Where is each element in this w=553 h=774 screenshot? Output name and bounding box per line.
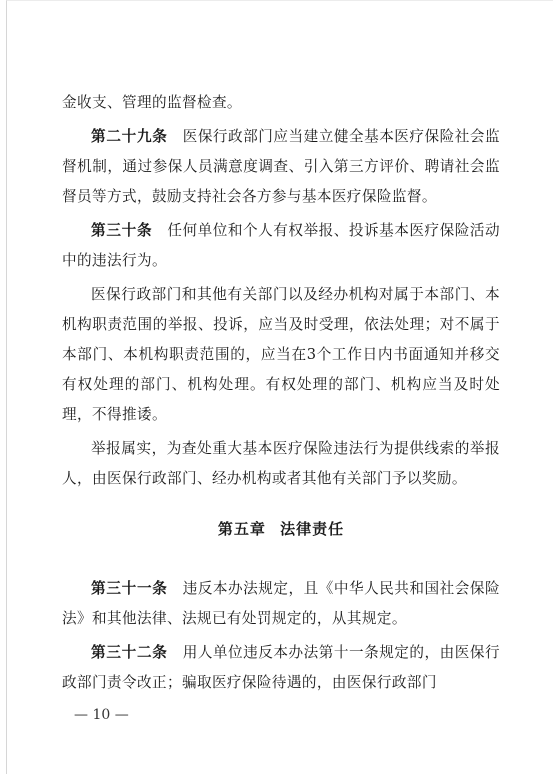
paragraph-text: 医保行政部门和其他有关部门以及经办机构对属于本部门、本机构职责范围的举报、投诉，应当及时受理，依法处理；对不属于本部门、本机构职责范围的，应当在3个工作日内书面通知并移交有权处理的部门、机构处理。有权处理的部门、机构应当及时处理，不得推诿。 (62, 286, 500, 423)
paragraph-text: 金收支、管理的监督检查。 (62, 94, 242, 111)
document-page (62, 88, 500, 698)
paragraph (62, 638, 500, 698)
paragraph-text: 用人单位违反本办法第十一条规定的，由医保行政部门责令改正；骗取医疗保险待遇的，由医保行政部门 (62, 644, 500, 691)
paragraph (62, 574, 500, 634)
paragraph (62, 434, 500, 494)
paragraph-text: 举报属实，为查处重大基本医疗保险违法行为提供线索的举报人，由医保行政部门、经办机构或者其他有关部门予以奖励。 (62, 440, 500, 487)
paragraph (62, 280, 500, 430)
article-number: 第三十二条 (91, 644, 168, 661)
article-number: 第二十九条 (91, 128, 168, 145)
paragraph (62, 216, 500, 276)
paragraph-text: 医保行政部门应当建立健全基本医疗保险社会监督机制，通过参保人员满意度调查、引入第三方评价、聘请社会监督员等方式，鼓励支持社会各方参与基本医疗保险监督。 (62, 128, 500, 205)
paragraph-text: 任何单位和个人有权举报、投诉基本医疗保险活动中的违法行为。 (62, 222, 500, 269)
article-block-top (62, 88, 500, 494)
article-number: 第三十条 (91, 222, 153, 239)
article-number: 第三十一条 (91, 580, 168, 597)
paragraph-text: 违反本办法规定，且《中华人民共和国社会保险法》和其他法律、法规已有处罚规定的，从其规定。 (62, 580, 500, 627)
paragraph (62, 88, 500, 118)
article-block-bottom (62, 574, 500, 698)
page-number: — 10 — (74, 707, 129, 723)
paragraph (62, 122, 500, 212)
chapter-heading: 第五章 法律责任 (217, 520, 345, 538)
